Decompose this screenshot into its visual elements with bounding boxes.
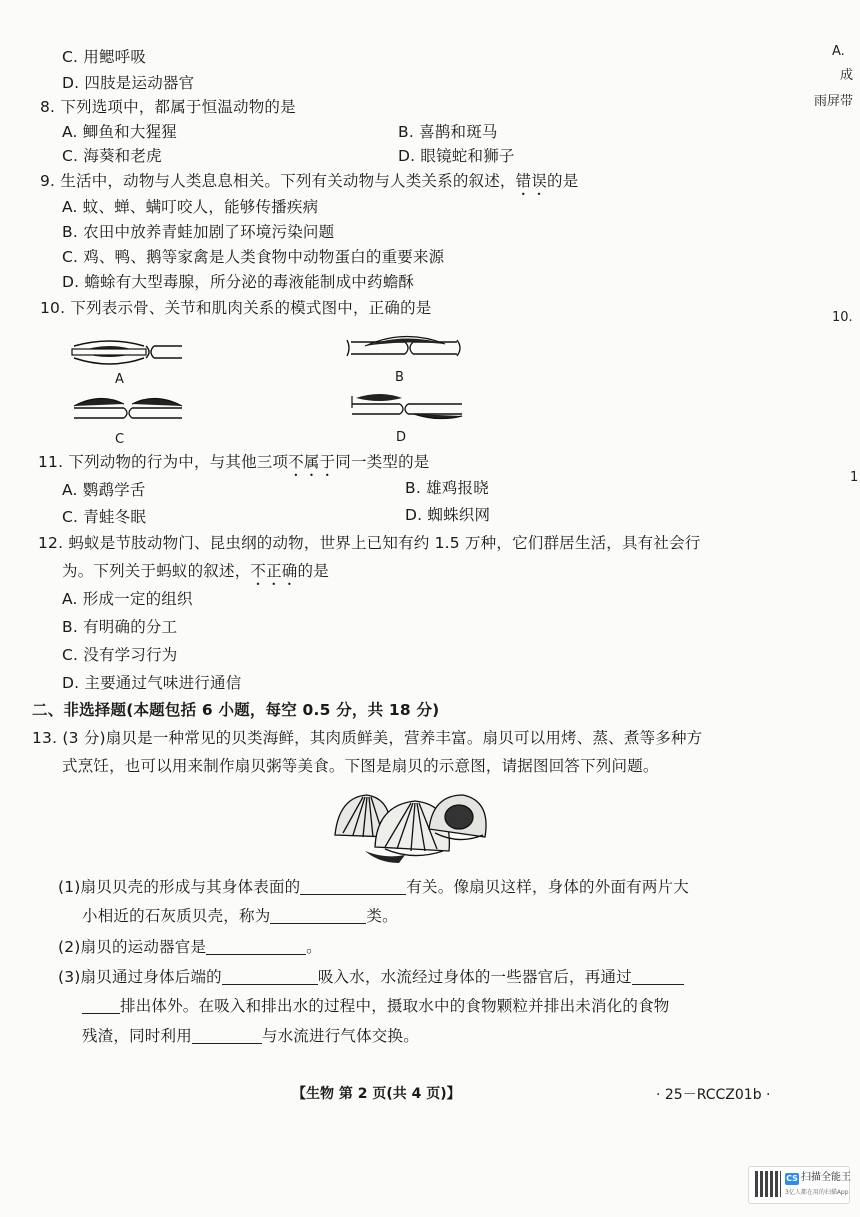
q9-stem — [40, 171, 578, 199]
footer-code: · 25－RCCZ01b · — [656, 1087, 771, 1103]
q7-option-c: C. 用鳃呼吸 — [62, 48, 147, 66]
q12-option-b: B. 有明确的分工 — [62, 618, 178, 636]
q8-stem: 8. 下列选项中，都属于恒温动物的是 — [40, 98, 296, 116]
q13-part1-line1 — [58, 877, 689, 897]
q13-blank-2[interactable] — [270, 907, 366, 924]
q12-stem-text: 为。下列关于蚂蚁的叙述， — [62, 562, 251, 580]
scallop-illustration — [325, 785, 495, 865]
q10-label-a: A — [115, 372, 125, 387]
q9-option-d: D. 蟾蜍有大型毒腺，所分泌的毒液能制成中药蟾酥 — [62, 273, 415, 291]
q13-blank-5b[interactable] — [82, 997, 120, 1014]
q12-option-a: A. 形成一定的组织 — [62, 590, 193, 608]
q9-option-a: A. 蚊、蝉、螨叮咬人，能够传播疾病 — [62, 198, 319, 216]
q10-diagram-c — [70, 392, 190, 428]
q9-stem-text: 9. 生活中，动物与人类息息相关。下列有关动物与人类关系的叙述， — [40, 172, 516, 190]
q12-stem-emphasis: 不正确 — [250, 562, 298, 580]
q9-stem-emphasis: 错误 — [515, 172, 548, 190]
q13-blank-1[interactable] — [300, 878, 406, 895]
margin-text-1: A. — [832, 44, 845, 59]
q13-part2 — [58, 937, 322, 957]
q13-blank-4[interactable] — [222, 968, 318, 985]
q13-part3-line2 — [82, 996, 670, 1016]
q8-option-a: A. 鲫鱼和大猩猩 — [62, 123, 177, 141]
q13-part3-text-c: 排出体外。在吸入和排出水的过程中，摄取水中的食物颗粒并排出未消化的食物 — [120, 997, 670, 1015]
cs-logo-icon: CS — [786, 1174, 798, 1183]
q10-label-c: C — [115, 432, 125, 447]
q9-stem-tail: 的是 — [547, 172, 579, 190]
watermark-subtitle: 3亿人都在用的扫描App — [785, 1189, 849, 1196]
q13-part3-text-b: 吸入水，水流经过身体的一些器官后，再通过 — [317, 968, 632, 986]
q13-part1-text-a: (1)扇贝贝壳的形成与其身体表面的 — [58, 878, 301, 896]
margin-text-2: 成 — [840, 68, 854, 83]
q13-part1-line2 — [82, 906, 398, 926]
q8-option-b: B. 喜鹊和斑马 — [398, 123, 498, 141]
q8-option-c: C. 海葵和老虎 — [62, 147, 162, 165]
q12-stem-line1: 12. 蚂蚁是节肢动物门、昆虫纲的动物，世界上已知有约 1.5 万种，它们群居生活，具有社会行 — [38, 534, 701, 552]
q13-blank-3[interactable] — [206, 938, 306, 955]
q13-part3-text-d: 残渣，同时利用 — [82, 1027, 192, 1045]
q11-stem-emphasis: 不属于 — [288, 453, 336, 471]
q12-option-c: C. 没有学习行为 — [62, 646, 178, 664]
section2-title: 二、非选择题(本题包括 6 小题，每空 0.5 分，共 18 分) — [32, 701, 440, 719]
q13-part1-text-b: 有关。像扇贝这样，身体的外面有两片大 — [406, 878, 689, 896]
qr-code-icon — [755, 1171, 781, 1197]
margin-text-5: 1 — [850, 470, 859, 485]
scanner-watermark — [748, 1166, 850, 1204]
q11-option-c: C. 青蛙冬眠 — [62, 508, 147, 526]
q13-part1-text-d: 类。 — [366, 907, 398, 925]
q12-stem-tail: 的是 — [297, 562, 329, 580]
watermark-title: 扫描全能王 — [801, 1172, 851, 1183]
q13-part3-text-e: 与水流进行气体交换。 — [261, 1027, 419, 1045]
q11-option-d: D. 蜘蛛织网 — [405, 506, 491, 524]
q13-part3-text-a: (3)扇贝通过身体后端的 — [58, 968, 222, 986]
q10-diagram-d — [350, 392, 470, 428]
q11-option-a: A. 鹦鹉学舌 — [62, 481, 146, 499]
q11-stem-tail: 同一类型的是 — [335, 453, 430, 471]
q9-option-c: C. 鸡、鸭、鹅等家禽是人类食物中动物蛋白的重要来源 — [62, 248, 445, 266]
q13-stem-line2: 式烹饪，也可以用来制作扇贝粥等美食。下图是扇贝的示意图，请据图回答下列问题。 — [62, 757, 659, 775]
q10-label-d: D — [396, 430, 407, 445]
q13-part3-line1 — [58, 967, 684, 987]
q10-diagram-b — [345, 332, 465, 372]
q10-stem: 10. 下列表示骨、关节和肌肉关系的模式图中，正确的是 — [40, 299, 432, 317]
q10-label-b: B — [395, 370, 405, 385]
q11-stem — [38, 452, 430, 480]
margin-text-4: 10. — [832, 310, 853, 325]
q7-option-d: D. 四肢是运动器官 — [62, 74, 195, 92]
q13-blank-5a[interactable] — [632, 968, 684, 985]
q8-option-d: D. 眼镜蛇和狮子 — [398, 147, 515, 165]
q11-option-b: B. 雄鸡报晓 — [405, 479, 489, 497]
q12-stem-line2 — [62, 561, 329, 589]
q13-blank-6[interactable] — [192, 1027, 262, 1044]
q10-diagram-a — [70, 332, 190, 382]
q13-part1-text-c: 小相近的石灰质贝壳，称为 — [82, 907, 271, 925]
q11-stem-text: 11. 下列动物的行为中，与其他三项 — [38, 453, 289, 471]
q13-part2-text-b: 。 — [306, 938, 322, 956]
footer-page-info: 【生物 第 2 页(共 4 页)】 — [292, 1086, 461, 1102]
q13-part2-text-a: (2)扇贝的运动器官是 — [58, 938, 207, 956]
q13-part3-line3 — [82, 1026, 419, 1046]
q12-option-d: D. 主要通过气味进行通信 — [62, 674, 242, 692]
margin-text-3: 雨屏带 — [814, 94, 854, 109]
q9-option-b: B. 农田中放养青蛙加剧了环境污染问题 — [62, 223, 335, 241]
q13-stem-line1: 13. (3 分)扇贝是一种常见的贝类海鲜，其肉质鲜美，营养丰富。扇贝可以用烤、蒸、煮等多种方 — [32, 729, 703, 747]
